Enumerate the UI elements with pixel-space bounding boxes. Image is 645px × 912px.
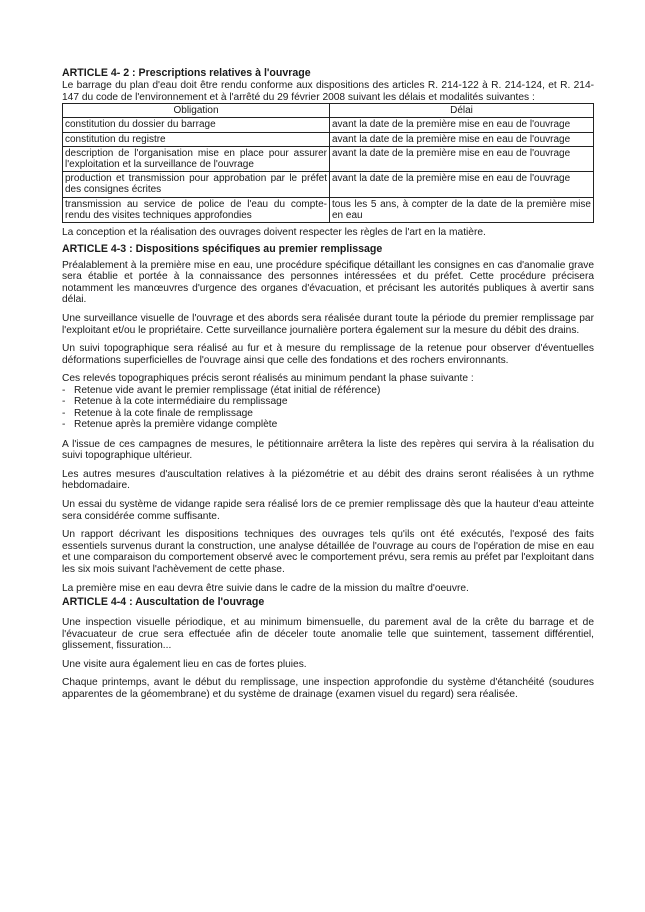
- list-item: [62, 419, 594, 430]
- article-4-3-paragraph: Un rapport décrivant les dispositions techniques des ouvrages tels qu'ils ont été exécutés, l'exposé des faits essentiels survenus durant la construction, une analyse détaillée de l'ouvrage au cours de l'opération de mise en eau et une comparaison du comportement observé avec le comportement prévu, sera remis au préfet par l'exploitant dans les six mois suivant l'achèvement de cette phase.: [62, 529, 594, 575]
- article-4-3-list-intro: Ces relevés topographiques précis seront réalisés au minimum pendant la phase suivante :: [62, 373, 474, 385]
- table-row: [63, 118, 594, 132]
- table-cell-obligation: transmission au service de police de l'eau du compte-rendu des visites techniques approfondies: [63, 197, 330, 222]
- article-4-2-intro: Le barrage du plan d'eau doit être rendu conforme aux dispositions des articles R. 214-122 à R. 214-124, et R. 214-147 du code de l'environnement et à l'arrêté du 29 février 2008 suivant les délais et modalités suivantes :: [62, 80, 594, 103]
- table-row: [63, 132, 594, 146]
- table-cell-delai: avant la date de la première mise en eau de l'ouvrage: [330, 172, 594, 197]
- table-cell-delai: avant la date de la première mise en eau de l'ouvrage: [330, 146, 594, 171]
- topographic-survey-list: [62, 385, 594, 431]
- table-header-obligation: Obligation: [63, 104, 330, 118]
- table-row: [63, 172, 594, 197]
- document-body: [62, 67, 594, 708]
- article-4-3-paragraph: Une surveillance visuelle de l'ouvrage et des abords sera réalisée durant toute la période du premier remplissage par l'exploitant et/ou le propriétaire. Cette surveillance journalière portera également sur la mesure du débit des drains.: [62, 312, 594, 336]
- article-4-4-paragraph: Une visite aura également lieu en cas de fortes pluies.: [62, 658, 307, 670]
- article-4-3-title: ARTICLE 4-3 : Dispositions spécifiques au premier remplissage: [62, 242, 383, 255]
- list-item: [62, 396, 594, 407]
- article-4-4-paragraph: Une inspection visuelle périodique, et au minimum bimensuelle, du parement aval de la crête du barrage et de l'évacuateur de crue sera effectuée afin de déceler toute anomalie telle que suintement, tassement différentiel, glissement, fissuration...: [62, 617, 594, 652]
- list-item-text: Retenue à la cote intermédiaire du remplissage: [74, 396, 288, 408]
- article-4-4-paragraph: Chaque printemps, avant le début du remplissage, une inspection approfondie du système d'étanchéité (soudures apparentes de la géomembrane) et du système de drainage (examen visuel du regard) sera réalisée.: [62, 677, 594, 701]
- article-4-3-paragraph: Un suivi topographique sera réalisé au fur et à mesure du remplissage de la retenue pour observer d'éventuelles déformations superficielles de l'ouvrage ainsi que celle des fondations et des rochers environnants.: [62, 343, 594, 366]
- article-4-3-paragraph: Un essai du système de vidange rapide sera réalisé lors de ce premier remplissage dès que la hauteur d'eau atteinte sera considérée comme suffisante.: [62, 498, 594, 522]
- table-cell-obligation: constitution du registre: [63, 132, 330, 146]
- list-bullet: -: [62, 419, 66, 431]
- article-4-3-paragraph: A l'issue de ces campagnes de mesures, le pétitionnaire arrêtera la liste des repères qui servira à la réalisation du suivi topographique ultérieur.: [62, 438, 594, 462]
- list-bullet: -: [62, 407, 66, 419]
- table-header-delai: Délai: [330, 104, 594, 118]
- article-4-3-paragraph: La première mise en eau devra être suivie dans le cadre de la mission du maître d'oeuvre.: [62, 582, 469, 594]
- table-header-row: [63, 104, 594, 118]
- article-4-4-title: ARTICLE 4-4 : Auscultation de l'ouvrage: [62, 596, 265, 609]
- table-row: [63, 197, 594, 222]
- list-item: [62, 408, 594, 419]
- obligations-table: [62, 103, 594, 223]
- list-item-text: Retenue après la première vidange complète: [74, 419, 278, 431]
- table-cell-delai: avant la date de la première mise en eau de l'ouvrage: [330, 132, 594, 146]
- list-bullet: -: [62, 384, 66, 396]
- list-item-text: Retenue à la cote finale de remplissage: [74, 407, 253, 419]
- table-cell-obligation: constitution du dossier du barrage: [63, 118, 330, 132]
- article-4-2-closing: La conception et la réalisation des ouvrages doivent respecter les règles de l'art en la matière.: [62, 227, 486, 239]
- table-cell-obligation: description de l'organisation mise en place pour assurer l'exploitation et la surveillance de l'ouvrage: [63, 146, 330, 171]
- table-cell-delai: avant la date de la première mise en eau de l'ouvrage: [330, 118, 594, 132]
- table-row: [63, 146, 594, 171]
- list-item: [62, 385, 594, 396]
- list-bullet: -: [62, 396, 66, 408]
- table-cell-delai: tous les 5 ans, à compter de la date de la première mise en eau: [330, 197, 594, 222]
- list-item-text: Retenue vide avant le premier remplissage (état initial de référence): [74, 384, 381, 396]
- article-4-2-title: ARTICLE 4- 2 : Prescriptions relatives à l'ouvrage: [62, 67, 311, 79]
- article-4-3-paragraph: Préalablement à la première mise en eau, une procédure spécifique détaillant les consignes en cas d'anomalie grave sera établie et portée à la connaissance des personnes intéressées et du préfet. Cette procédure précisera notamment les manœuvres d'urgence des organes d'évacuation, et précisant les autorités publiques à avertir sans délai.: [62, 259, 594, 306]
- article-4-3-paragraph: Les autres mesures d'auscultation relatives à la piézométrie et au débit des drains seront réalisées à un rythme hebdomadaire.: [62, 468, 594, 492]
- table-cell-obligation: production et transmission pour approbation par le préfet des consignes écrites: [63, 172, 330, 197]
